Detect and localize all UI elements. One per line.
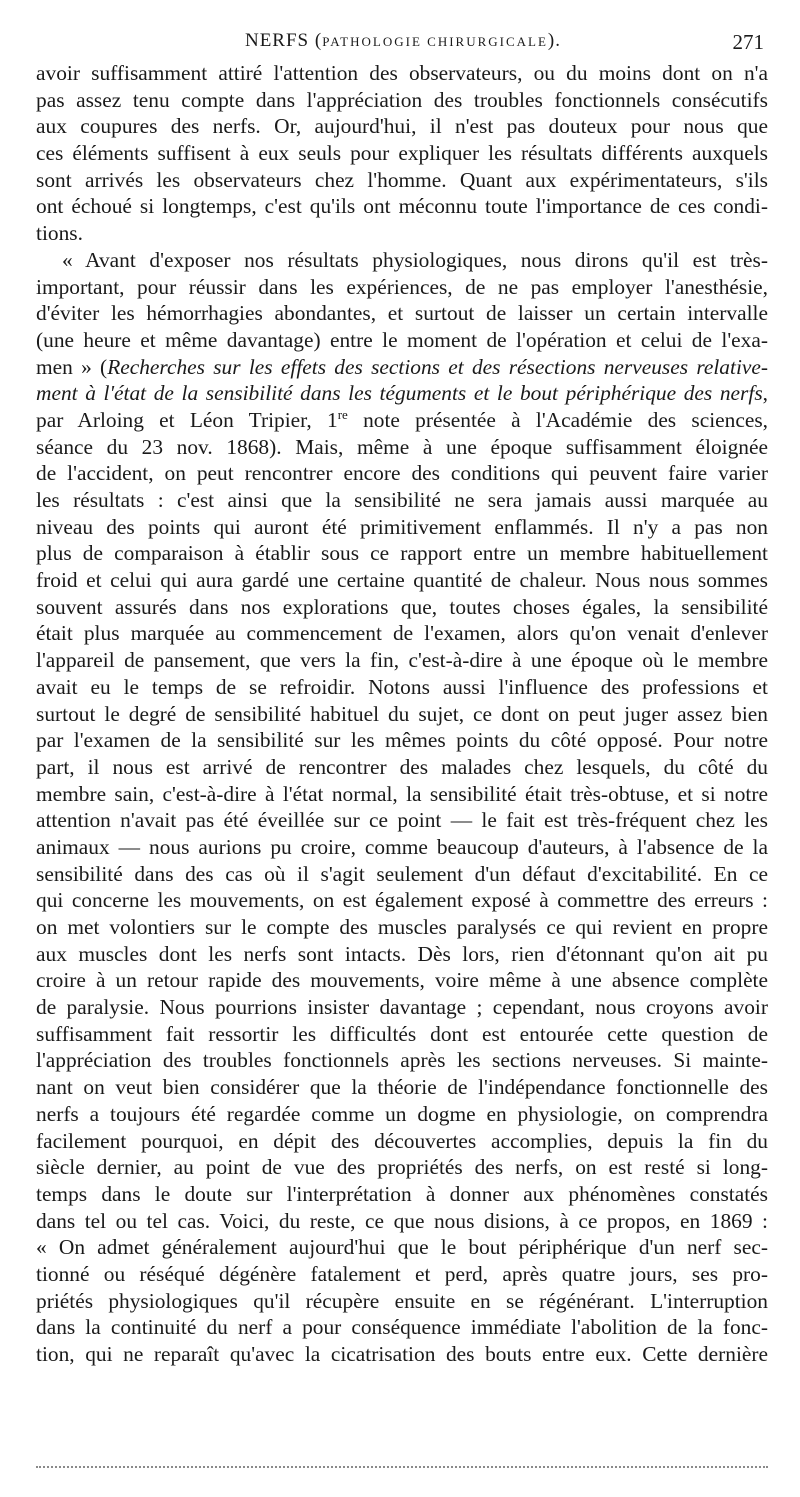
text-line: part, il nous est arrivé de rencontrer des malades chez lesquels, du côté du — [36, 754, 768, 779]
citation-line — [36, 380, 768, 407]
citation-title-end: ment à l'état de la sensibilité dans les téguments et le bout périphérique des nerfs — [36, 381, 763, 406]
page-number: 271 — [732, 30, 764, 54]
text-line: suffisamment fait ressortir les difficultés dont est entourée cette question de — [36, 1021, 768, 1046]
text-line: facilement pourquoi, en dépit des découvertes accomplies, depuis la fin du — [36, 1128, 768, 1153]
text-line: nerfs a toujours été regardée comme un dogme en physiologie, on comprendra — [36, 1101, 768, 1126]
bottom-print-rule — [36, 1466, 768, 1468]
text-line: dans tel ou tel cas. Voici, du reste, ce que nous disions, à ce propos, en 1869 : — [36, 1208, 768, 1233]
citation-line — [36, 407, 768, 434]
text-line: croire à un retour rapide des mouvements, voire même à une absence complète — [36, 968, 768, 993]
text-line: animaux — nous aurions pu croire, comme beaucoup d'auteurs, à l'absence de la — [36, 834, 768, 859]
text-line: temps dans le doute sur l'interprétation à donner aux phénomènes constatés — [36, 1181, 768, 1206]
text-line: de l'accident, on peut rencontrer encore des conditions qui peuvent faire varier — [36, 461, 768, 486]
paragraph-1 — [36, 60, 768, 247]
text-line: l'appareil de pansement, que vers la fin, c'est-à-dire à une époque où le membre — [36, 648, 768, 673]
running-title-main: NERFS ( — [244, 30, 323, 51]
body-text — [36, 60, 768, 1368]
text-line: froid et celui qui aura gardé une certaine quantité de chaleur. Nous nous sommes — [36, 568, 768, 593]
paragraph-2 — [36, 247, 768, 1368]
citation-title-start: Recherches sur les effets des sections et des résections nerveuses relative- — [107, 354, 768, 379]
text-line: surtout le degré de sensibilité habituel du sujet, ce dont on peut juger assez bien — [36, 701, 768, 726]
running-header — [36, 30, 770, 56]
citation-superscript: re — [337, 406, 348, 422]
text-line: de paralysie. Nous pourrions insister davantage ; cependant, nous croyons avoir — [36, 995, 768, 1020]
text-line: important, pour réussir dans les expériences, de ne pas employer l'anesthésie, — [36, 274, 768, 299]
running-title-sub: PATHOLOGIE CHIRURGICALE — [322, 34, 548, 49]
text-line: par l'examen de la sensibilité sur les mêmes points du côté opposé. Pour notre — [36, 728, 768, 753]
text-line: « Avant d'exposer nos résultats physiologiques, nous dirons qu'il est très- — [62, 247, 768, 272]
text-line: tion, qui ne reparaît qu'avec la cicatrisation des bouts entre eux. Cette dernière — [36, 1342, 768, 1366]
text-line: ont échoué si longtemps, c'est qu'ils ont méconnu toute l'importance de ces condi- — [36, 194, 768, 219]
text-line: dans la continuité du nerf a pour conséquence immédiate l'abolition de la fonc- — [36, 1315, 768, 1340]
text-line: d'éviter les hémorrhagies abondantes, et surtout de laisser un certain intervalle — [36, 301, 768, 326]
text-line: plus de comparaison à établir sous ce rapport entre un membre habituellement — [36, 541, 768, 566]
text-line: était plus marquée au commencement de l'examen, alors qu'on venait d'enlever — [36, 621, 768, 646]
running-title-end: ). — [547, 30, 561, 51]
text-line: niveau des points qui auront été primitivement enflammés. Il n'y a pas non — [36, 514, 768, 539]
text-line: membre sain, c'est-à-dire à l'état normal, la sensibilité était très-obtuse, et si notre — [36, 781, 768, 806]
text-line: séance du 23 nov. 1868). Mais, même à une époque suffisamment éloignée — [36, 434, 768, 459]
text-line: avait eu le temps de se refroidir. Notons aussi l'influence des professions et — [36, 674, 768, 699]
text-line: siècle dernier, au point de vue des propriétés des nerfs, on est resté si long- — [36, 1155, 768, 1180]
text-line: tions. — [36, 221, 83, 246]
text-line: (une heure et même davantage) entre le moment de l'opération et celui de l'exa- — [36, 327, 768, 352]
text-line: aux coupures des nerfs. Or, aujourd'hui, il n'est pas douteux pour nous que — [36, 114, 768, 139]
text-line: souvent assurés dans nos explorations que, toutes choses égales, la sensibilité — [36, 594, 768, 619]
citation-note: note présentée à l'Académie des sciences, — [347, 407, 768, 432]
running-title — [36, 30, 770, 52]
text-line: ces éléments suffisent à eux seuls pour expliquer les résultats différents auxquels — [36, 141, 768, 166]
text-line: pas assez tenu compte dans l'appréciation des troubles fonctionnels consécutifs — [36, 87, 768, 112]
citation-authors: par Arloing et Léon Tripier, 1 — [36, 407, 338, 432]
citation-open: men » ( — [36, 354, 108, 379]
text-line: qui concerne les mouvements, on est également exposé à commettre des erreurs : — [36, 888, 768, 913]
text-line: aux muscles dont les nerfs sont intacts. Dès lors, rien d'étonnant qu'on ait pu — [36, 941, 768, 966]
text-line: sont arrivés les observateurs chez l'homme. Quant aux expérimentateurs, s'ils — [36, 167, 768, 192]
text-line: l'appréciation des troubles fonctionnels après les sections nerveuses. Si mainte- — [36, 1048, 768, 1073]
text-line: priétés physiologiques qu'il récupère ensuite en se régénérant. L'interruption — [36, 1288, 768, 1313]
text-line: on met volontiers sur le compte des muscles paralysés ce qui revient en propre — [36, 915, 768, 939]
citation-comma: , — [762, 381, 768, 406]
text-line: les résultats : c'est ainsi que la sensibilité ne sera jamais aussi marquée au — [36, 488, 768, 512]
text-line: nant on veut bien considérer que la théorie de l'indépendance fonctionnelle des — [36, 1075, 768, 1100]
text-line: sensibilité dans des cas où il s'agit seulement d'un défaut d'excitabilité. En ce — [36, 861, 768, 886]
text-line: tionné ou réséqué dégénère fatalement et perd, après quatre jours, ses pro- — [36, 1261, 768, 1286]
text-line: avoir suffisamment attiré l'attention des observateurs, ou du moins dont on n'a — [36, 61, 768, 85]
text-line: « On admet généralement aujourd'hui que le bout périphérique d'un nerf sec- — [36, 1235, 768, 1260]
citation-line — [36, 354, 768, 381]
text-line: attention n'avait pas été éveillée sur ce point — le fait est très-fréquent chez les — [36, 808, 768, 833]
